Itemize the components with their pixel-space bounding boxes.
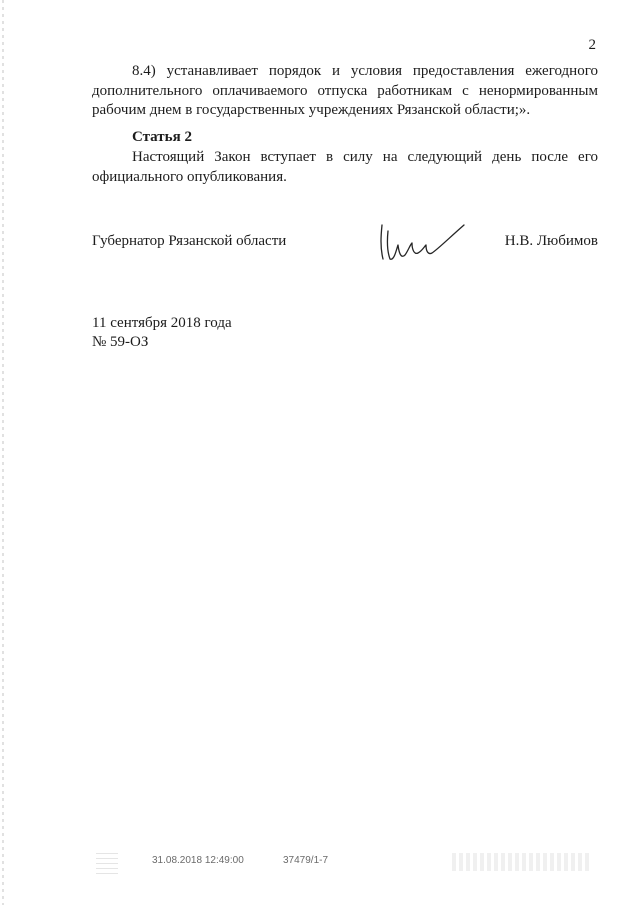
law-number: № 59-ОЗ [92,334,149,350]
footer [0,853,640,893]
signing-date: 11 сентября 2018 года [92,315,232,331]
governor-title: Губернатор Рязанской области [92,233,287,249]
article-heading: Статья 2 [132,129,192,145]
handwritten-signature [374,221,470,265]
footer-registration-code: 37479/1-7 [283,855,329,866]
faint-mark-left [96,853,118,877]
faint-mark-right [452,853,592,871]
paragraph-8-4: 8.4) устанавливает порядок и условия предоставления ежегодного дополнительного оплачиваемого отпуска работникам с ненормированным рабочим днем в государственных учреждениях Рязанской области;». [92,63,598,118]
signature-block [92,233,598,273]
page-number: 2 [588,37,596,53]
article-text: Настоящий Закон вступает в силу на следующий день после его официального опубликования. [92,149,598,185]
governor-name: Н.В. Любимов [504,233,598,249]
footer-timestamp: 31.08.2018 12:49:00 [152,855,244,866]
scan-edge [2,0,4,905]
